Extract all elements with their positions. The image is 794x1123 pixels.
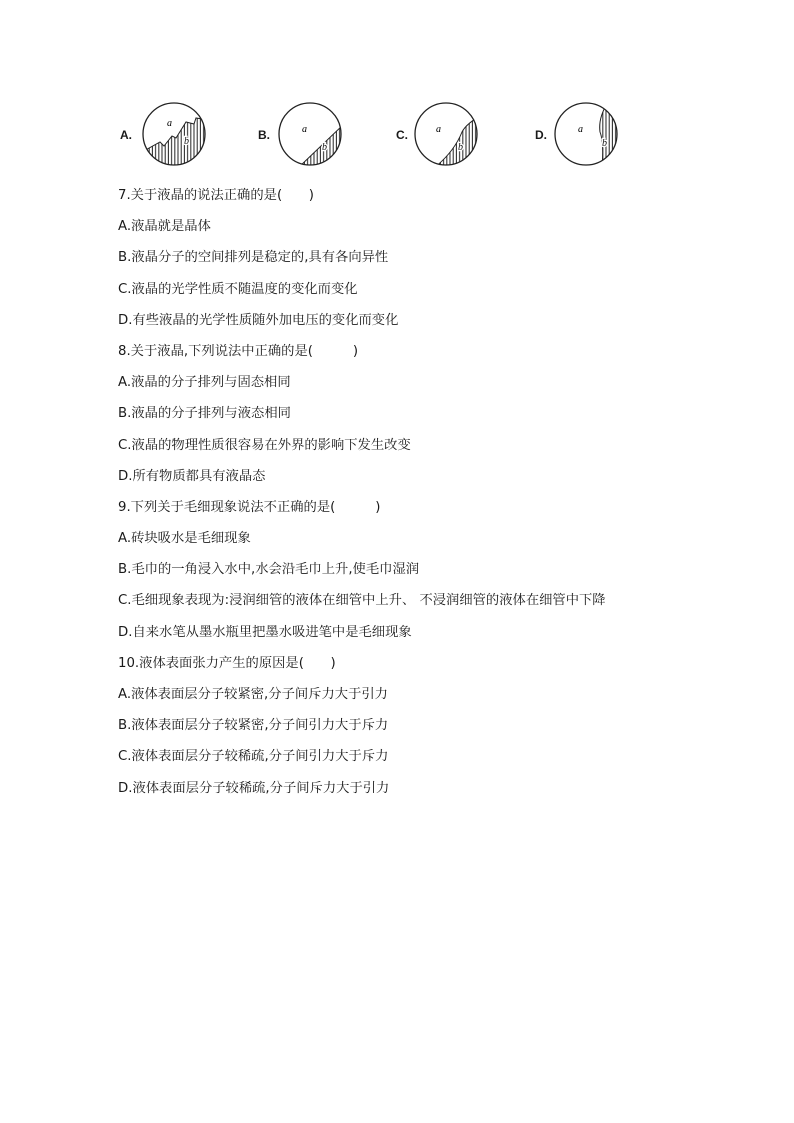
question-8-option-d: D.所有物质都具有液晶态 bbox=[118, 468, 266, 484]
question-7-option-a: A.液晶就是晶体 bbox=[118, 219, 211, 235]
region-a-label: a bbox=[302, 124, 307, 135]
region-b-label: b bbox=[184, 136, 189, 147]
figure-label: A. bbox=[120, 128, 132, 142]
region-b-label: b bbox=[322, 142, 327, 153]
circle-diagram bbox=[414, 102, 480, 168]
region-b-label: b bbox=[602, 138, 607, 149]
question-10-option-b: B.液体表面层分子较紧密,分子间引力大于斥力 bbox=[118, 718, 389, 734]
figure-option-b bbox=[256, 100, 351, 172]
figure-option-c bbox=[394, 100, 489, 172]
question-7-option-b: B.液晶分子的空间排列是稳定的,具有各向异性 bbox=[118, 250, 389, 266]
region-a-label: a bbox=[578, 124, 583, 135]
question-10-option-d: D.液体表面层分子较稀疏,分子间斥力大于引力 bbox=[118, 780, 390, 796]
figure-option-d bbox=[533, 100, 628, 172]
question-text bbox=[118, 186, 768, 810]
region-a-label: a bbox=[436, 124, 441, 135]
circle-diagram bbox=[278, 102, 344, 168]
figure-label: C. bbox=[396, 128, 408, 142]
circle-diagram bbox=[142, 102, 208, 168]
question-7-stem: 7.关于液晶的说法正确的是( ) bbox=[118, 188, 314, 203]
question-8-option-b: B.液晶的分子排列与液态相同 bbox=[118, 406, 291, 422]
question-9-option-a: A.砖块吸水是毛细现象 bbox=[118, 531, 251, 547]
question-8-option-c: C.液晶的物理性质很容易在外界的影响下发生改变 bbox=[118, 437, 411, 453]
figure-label: B. bbox=[258, 128, 270, 142]
region-b-label: b bbox=[458, 142, 463, 153]
question-8-option-a: A.液晶的分子排列与固态相同 bbox=[118, 375, 291, 391]
question-10-stem: 10.液体表面张力产生的原因是( ) bbox=[118, 655, 336, 671]
question-9-option-b: B.毛巾的一角浸入水中,水会沿毛巾上升,使毛巾湿润 bbox=[118, 562, 420, 578]
question-8-stem: 8.关于液晶,下列说法中正确的是( ) bbox=[118, 343, 359, 359]
question-10-option-a: A.液体表面层分子较紧密,分子间斥力大于引力 bbox=[118, 687, 388, 702]
figure-label: D. bbox=[535, 128, 547, 142]
question-9-option-d: D.自来水笔从墨水瓶里把墨水吸进笔中是毛细现象 bbox=[118, 624, 412, 640]
question-9-option-c: C.毛细现象表现为:浸润细管的液体在细管中上升、 不浸润细管的液体在细管中下降 bbox=[118, 593, 606, 609]
region-a-label: a bbox=[167, 118, 172, 129]
question-7-option-d: D.有些液晶的光学性质随外加电压的变化而变化 bbox=[118, 312, 399, 328]
figure-options-row bbox=[0, 100, 794, 172]
question-9-stem: 9.下列关于毛细现象说法不正确的是( ) bbox=[118, 499, 381, 515]
figure-option-a bbox=[118, 100, 213, 172]
question-7-option-c: C.液晶的光学性质不随温度的变化而变化 bbox=[118, 281, 358, 297]
question-10-option-c: C.液体表面层分子较稀疏,分子间引力大于斥力 bbox=[118, 749, 389, 765]
circle-diagram bbox=[554, 102, 620, 168]
